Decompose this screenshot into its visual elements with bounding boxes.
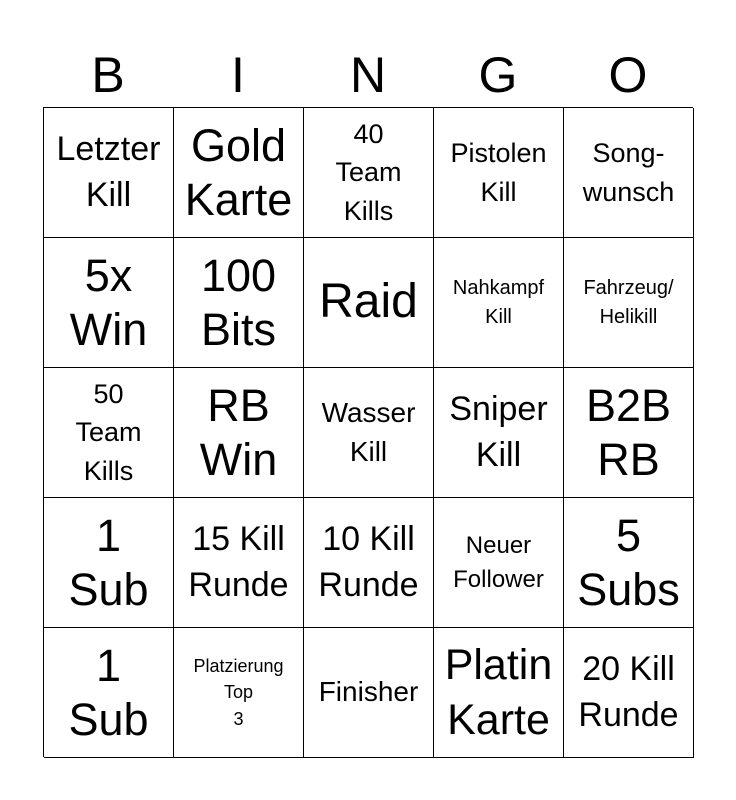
- bingo-cell[interactable]: [434, 368, 564, 498]
- header-letter-n: N: [349, 47, 387, 103]
- bingo-cell-label: 40 Team Kills: [335, 119, 402, 226]
- bingo-cell[interactable]: [174, 238, 304, 368]
- bingo-cell[interactable]: [304, 628, 434, 758]
- bingo-cell-label: 100 Bits: [200, 249, 277, 355]
- bingo-cell-label: Finisher: [318, 676, 419, 708]
- bingo-cell[interactable]: [304, 498, 434, 628]
- bingo-cell-label: Letzter Kill: [56, 129, 161, 214]
- bingo-cell[interactable]: [44, 368, 174, 498]
- bingo-cell-label: 50 Team Kills: [75, 379, 142, 486]
- bingo-header: [43, 42, 693, 108]
- bingo-cell-label: RB Win: [199, 379, 278, 485]
- bingo-cell-label: 1 Sub: [68, 639, 149, 745]
- bingo-cell-label: Neuer Follower: [453, 531, 544, 593]
- bingo-cell[interactable]: [434, 238, 564, 368]
- bingo-cell[interactable]: [434, 108, 564, 238]
- bingo-cell[interactable]: [434, 628, 564, 758]
- bingo-cell[interactable]: [304, 238, 434, 368]
- bingo-cell-label: 1 Sub: [68, 509, 149, 615]
- header-letter-g: G: [478, 47, 518, 103]
- bingo-cell[interactable]: [564, 238, 694, 368]
- bingo-cell[interactable]: [44, 628, 174, 758]
- bingo-cell[interactable]: [174, 628, 304, 758]
- bingo-cell[interactable]: [44, 238, 174, 368]
- bingo-cell[interactable]: [434, 498, 564, 628]
- bingo-cell-label: 10 Kill Runde: [318, 519, 419, 604]
- bingo-cell-label: Platzierung Top 3: [193, 656, 284, 729]
- bingo-cell[interactable]: [564, 368, 694, 498]
- bingo-board: [43, 107, 693, 757]
- bingo-cell[interactable]: [564, 498, 694, 628]
- bingo-cell[interactable]: [564, 628, 694, 758]
- bingo-cell-label: Platin Karte: [444, 641, 553, 744]
- bingo-cell[interactable]: [304, 108, 434, 238]
- bingo-cell[interactable]: [304, 368, 434, 498]
- bingo-cell-label: Raid: [319, 275, 418, 329]
- bingo-cell[interactable]: [44, 498, 174, 628]
- header-letter-i: I: [231, 47, 245, 103]
- bingo-cell[interactable]: [174, 368, 304, 498]
- bingo-cell-label: 20 Kill Runde: [578, 649, 679, 734]
- bingo-cell-label: Wasser Kill: [321, 397, 416, 467]
- bingo-cell-label: B2B RB: [585, 379, 672, 485]
- bingo-cell-label: Nahkampf Kill: [452, 276, 545, 328]
- bingo-cell[interactable]: [174, 108, 304, 238]
- bingo-cell-label: 5 Subs: [577, 509, 680, 615]
- bingo-cell-label: Sniper Kill: [449, 389, 548, 474]
- header-letter-o: O: [608, 47, 648, 103]
- bingo-cell-label: Song- wunsch: [582, 138, 675, 207]
- bingo-cell[interactable]: [564, 108, 694, 238]
- bingo-cell-label: 5x Win: [69, 249, 148, 355]
- bingo-cell-label: Fahrzeug/ Helikill: [583, 276, 674, 328]
- bingo-cell-label: Gold Karte: [184, 119, 293, 225]
- bingo-cell[interactable]: [44, 108, 174, 238]
- header-letter-b: B: [91, 47, 125, 103]
- bingo-cell-label: Pistolen Kill: [450, 138, 547, 207]
- bingo-cell-label: 15 Kill Runde: [188, 519, 289, 604]
- bingo-cell[interactable]: [174, 498, 304, 628]
